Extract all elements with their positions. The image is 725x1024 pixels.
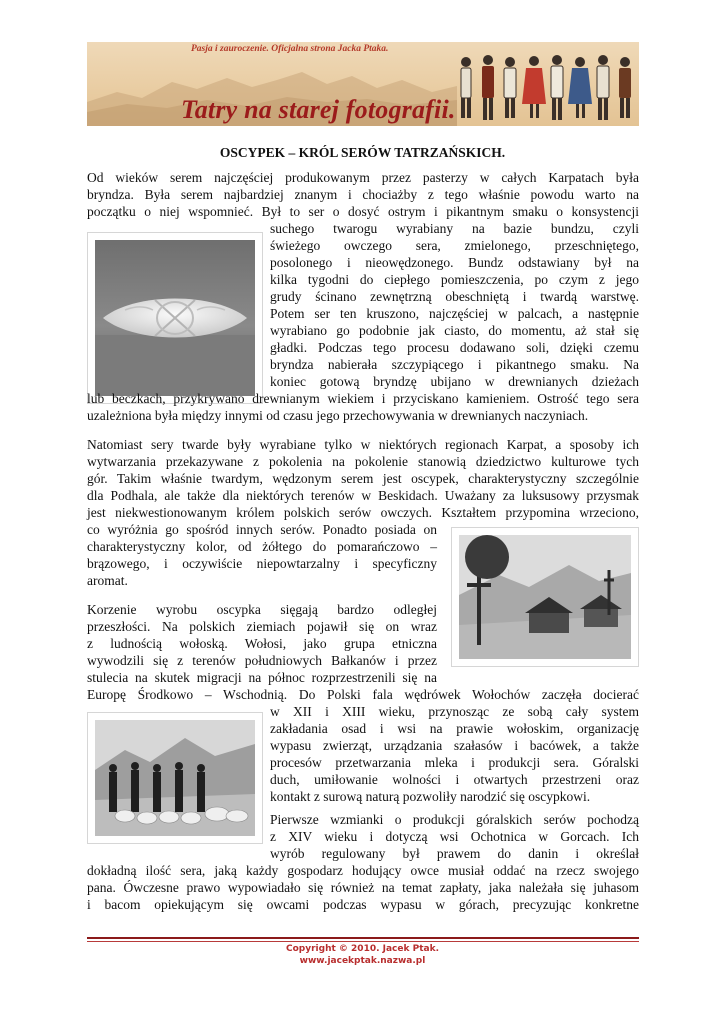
text-line: bryndza. Była serem najbardziej znanym i chociażby z tego właśnie powodu warto na bbox=[87, 187, 639, 202]
oscypek-photo bbox=[87, 232, 263, 404]
footer-copyright: Copyright © 2010. Jacek Ptak. bbox=[286, 944, 439, 954]
text-line: bryndza nabierała szczypiącego i pikantnego smaku. Na bbox=[270, 357, 639, 372]
text-line: co wyróżnia go spośród innych serów. Ponadto posiada on bbox=[87, 522, 437, 537]
text-line: w XII i XIII wieku, przynosząc ze sobą cały system bbox=[270, 704, 639, 719]
text-line: koniec gotową bryndzę ubijano w drewnianych dzieżach bbox=[270, 374, 639, 389]
text-line: suchego twarogu wyrabiany na bazie bundzu, czyli bbox=[270, 221, 639, 236]
text-line: stulecia na skutek migracji na północ rozprzestrzenili się na bbox=[87, 670, 437, 685]
text-line: charakterystyczny kolor, od żółtego do pomarańczowo – bbox=[87, 539, 437, 554]
text-line: wyrób regulowany był prawem do danin i określał bbox=[270, 846, 639, 861]
text-line: dla Podhala, ale także dla niektórych terenów w Beskidach. Uważany za luksusowy przysmak bbox=[87, 488, 639, 503]
text-line: pana. Ówczesne prawo wypowiadało się również na temat zapłaty, jaka należała się juhasom bbox=[87, 880, 639, 895]
text-line: Natomiast sery twarde były wyrabiane tylko w niektórych regionach Karpat, a sposoby ich bbox=[87, 437, 639, 452]
text-line: kontakt z surową naturą pozwoliły narodzić się oscypkowi. bbox=[270, 789, 591, 804]
text-line: aromat. bbox=[87, 573, 128, 588]
site-title: Tatry na starej fotografii. bbox=[181, 95, 456, 124]
text-line: i bacom opiekującym się owcami podczas wypasu w górach, precyzując konkretne bbox=[87, 897, 639, 912]
text-line: kilka tygodni do ciepłego pomieszczenia, po czym z jego bbox=[270, 272, 639, 287]
text-line: brązowego, i oczywiście niepowtarzalny i specyficzny bbox=[87, 556, 437, 571]
text-line: Od wieków serem najczęściej produkowanym przez pasterzy w całych Karpatach była bbox=[87, 170, 639, 185]
text-line: Europę Środkowo – Wschodnią. Do Polski fala wędrówek Wołochów zaczęła docierać bbox=[87, 687, 639, 702]
text-line: lub beczkach, przykrywano drewnianym wiekiem i przyciskano kamieniem. Ostrość tego sera bbox=[87, 391, 639, 406]
text-line: wyrabiano go podobnie jak ciasto, do momentu, aż stał się bbox=[270, 323, 639, 338]
oscypek-cheese-image bbox=[95, 240, 255, 396]
text-line: Pierwsze wzmianki o produkcji góralskich serów pochodzą bbox=[270, 812, 639, 827]
text-line: z ludnością wołoską. Wołosi, jako grupa etniczna bbox=[87, 636, 437, 651]
text-line: przeszłości. Na polskich ziemiach pojawił się on wraz bbox=[87, 619, 437, 634]
text-line: wytwarzania przekazywane z pokolenia na pokolenie stanowią dziedzictwo kulturowe tych bbox=[87, 454, 639, 469]
footer-website-link[interactable]: www.jacekptak.nazwa.pl bbox=[299, 956, 426, 966]
text-line: procesów przetwarzania mleka i produkcji sera. Góralski bbox=[270, 755, 639, 770]
highlanders-illustration bbox=[452, 44, 638, 124]
text-line: gór. Takim właśnie twardym, wędzonym serem jest oscypek, charakterystyczny szczególnie bbox=[87, 471, 639, 486]
text-line: uzależniona była między innymi od czasu jego przechowywania w drewnianych naczyniach. bbox=[87, 408, 589, 423]
text-line: świeżego owczego sera, zmielonego, przeschniętego, bbox=[270, 238, 639, 253]
text-line: wywodzili się z terenów południowych Bałkanów i przez bbox=[87, 653, 437, 668]
text-line: grudy ścinano zewnętrzną obeschniętą i twardą warstwę. bbox=[270, 289, 639, 304]
text-line: zakładania osad i wsi na prawie wołoskim, organizację bbox=[270, 721, 639, 736]
header-banner bbox=[87, 42, 639, 126]
text-line: początku o niej wspomnieć. Był to ser o dosyć ostrym i pikantnym smaku o konsystencji bbox=[87, 204, 639, 219]
text-line: gładki. Podczas tego procesu dodawano soli, dzięki czemu bbox=[270, 340, 639, 355]
text-line: jest niekwestionowanym królem polskich serów owczych. Kształtem przypomina wrzeciono, bbox=[87, 505, 639, 520]
text-line: posolonego i nieowędzonego. Bundz odstawiany był na bbox=[270, 255, 639, 270]
text-line: Korzenie wyrobu oscypka sięgają bardzo odległej bbox=[87, 602, 437, 617]
shepherds-image bbox=[95, 720, 255, 836]
text-line: Potem ser ten kruszono, najczęściej w palcach, a następnie bbox=[270, 306, 639, 321]
article-title: OSCYPEK – KRÓL SERÓW TATRZAŃSKICH. bbox=[219, 145, 506, 160]
village-image bbox=[459, 535, 631, 659]
text-line: dokładną ilość sera, jaką każdy gospodarz hodujący owce musiał oddać na rzecz swojego bbox=[87, 863, 639, 878]
text-line: z XIV wieku i dotyczą wsi Ochotnica w Gorcach. Ich bbox=[270, 829, 639, 844]
village-photo bbox=[451, 527, 639, 667]
text-line: wypasu zwierząt, urządzania szałasów i bacówek, a także bbox=[270, 738, 639, 753]
site-tagline: Pasja i zauroczenie. Oficjalna strona Jacka Ptaka. bbox=[191, 44, 389, 54]
shepherds-photo bbox=[87, 712, 263, 844]
text-line: duch, umiłowanie wolności i otwartych przestrzeni oraz bbox=[270, 772, 639, 787]
